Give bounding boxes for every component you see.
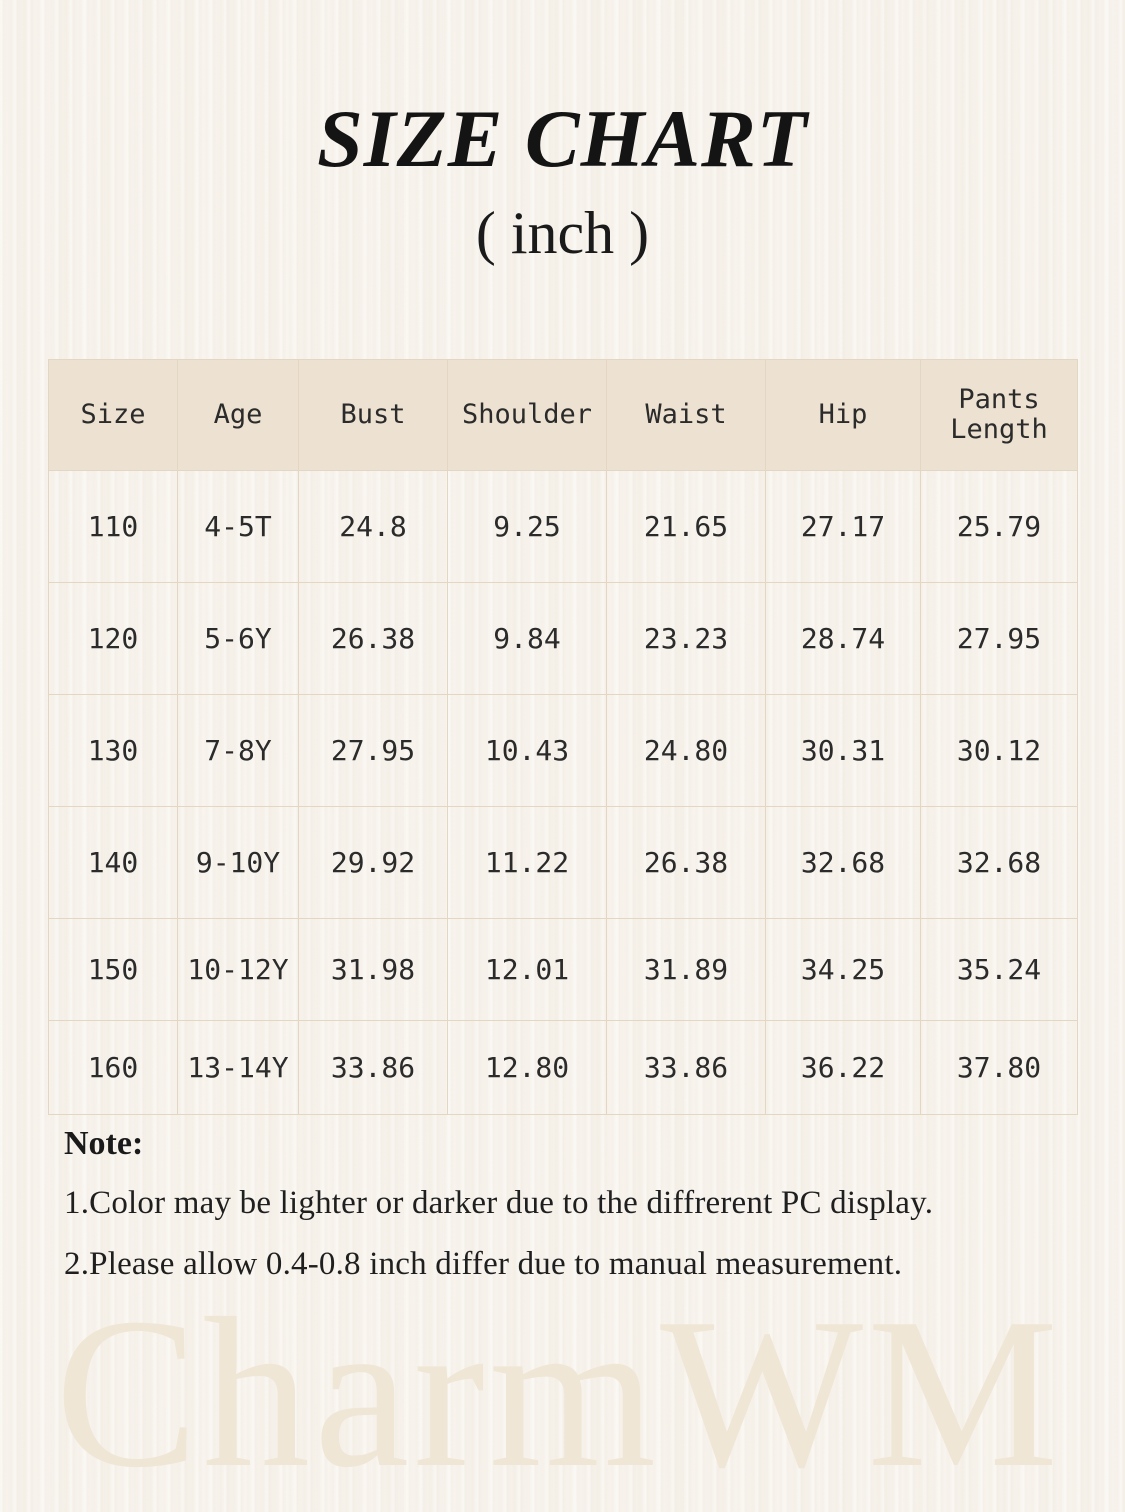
table-row (49, 471, 1078, 583)
header-bust: Bust (299, 360, 448, 471)
note-item: 2.Please allow 0.4-0.8 inch differ due to manual measurement. (64, 1246, 903, 1282)
page-title: SIZE CHART (317, 93, 808, 184)
cell-shoulder: 9.84 (448, 583, 607, 695)
cell-hip: 32.68 (766, 807, 921, 919)
cell-shoulder: 12.01 (448, 919, 607, 1021)
cell-size: 130 (49, 695, 178, 807)
cell-bust: 33.86 (299, 1021, 448, 1115)
cell-shoulder: 9.25 (448, 471, 607, 583)
cell-waist: 24.80 (607, 695, 766, 807)
table-header-row (49, 360, 1078, 471)
brand-watermark: CharmWM (55, 1273, 1063, 1512)
cell-pants-length: 30.12 (921, 695, 1078, 807)
cell-age: 9-10Y (178, 807, 299, 919)
header-pants-length (921, 360, 1078, 471)
cell-age: 10-12Y (178, 919, 299, 1021)
cell-waist: 31.89 (607, 919, 766, 1021)
header-waist: Waist (607, 360, 766, 471)
cell-pants-length: 25.79 (921, 471, 1078, 583)
table-row (49, 1021, 1078, 1115)
header-age: Age (178, 360, 299, 471)
table-row (49, 807, 1078, 919)
cell-bust: 27.95 (299, 695, 448, 807)
header-size: Size (49, 360, 178, 471)
cell-size: 160 (49, 1021, 178, 1115)
cell-waist: 23.23 (607, 583, 766, 695)
cell-age: 13-14Y (178, 1021, 299, 1115)
cell-waist: 21.65 (607, 471, 766, 583)
cell-size: 110 (49, 471, 178, 583)
cell-hip: 27.17 (766, 471, 921, 583)
cell-hip: 30.31 (766, 695, 921, 807)
cell-pants-length: 37.80 (921, 1021, 1078, 1115)
cell-shoulder: 12.80 (448, 1021, 607, 1115)
table-row (49, 695, 1078, 807)
cell-size: 140 (49, 807, 178, 919)
header-pants-line1: Pants (958, 384, 1040, 416)
cell-bust: 24.8 (299, 471, 448, 583)
size-table (48, 359, 1078, 1115)
cell-pants-length: 27.95 (921, 583, 1078, 695)
cell-waist: 33.86 (607, 1021, 766, 1115)
table-row (49, 919, 1078, 1021)
cell-hip: 36.22 (766, 1021, 921, 1115)
cell-shoulder: 10.43 (448, 695, 607, 807)
cell-shoulder: 11.22 (448, 807, 607, 919)
cell-bust: 31.98 (299, 919, 448, 1021)
cell-size: 120 (49, 583, 178, 695)
cell-age: 7-8Y (178, 695, 299, 807)
cell-bust: 29.92 (299, 807, 448, 919)
cell-size: 150 (49, 919, 178, 1021)
note-item: 1.Color may be lighter or darker due to the diffrerent PC display. (64, 1185, 934, 1221)
header-shoulder: Shoulder (448, 360, 607, 471)
cell-hip: 28.74 (766, 583, 921, 695)
cell-hip: 34.25 (766, 919, 921, 1021)
cell-pants-length: 32.68 (921, 807, 1078, 919)
cell-waist: 26.38 (607, 807, 766, 919)
cell-pants-length: 35.24 (921, 919, 1078, 1021)
unit-label: ( inch ) (475, 200, 650, 266)
header-hip: Hip (766, 360, 921, 471)
cell-age: 4-5T (178, 471, 299, 583)
note-title: Note: (64, 1125, 144, 1162)
table-row (49, 583, 1078, 695)
header-pants-line2: Length (950, 414, 1048, 445)
cell-bust: 26.38 (299, 583, 448, 695)
cell-age: 5-6Y (178, 583, 299, 695)
